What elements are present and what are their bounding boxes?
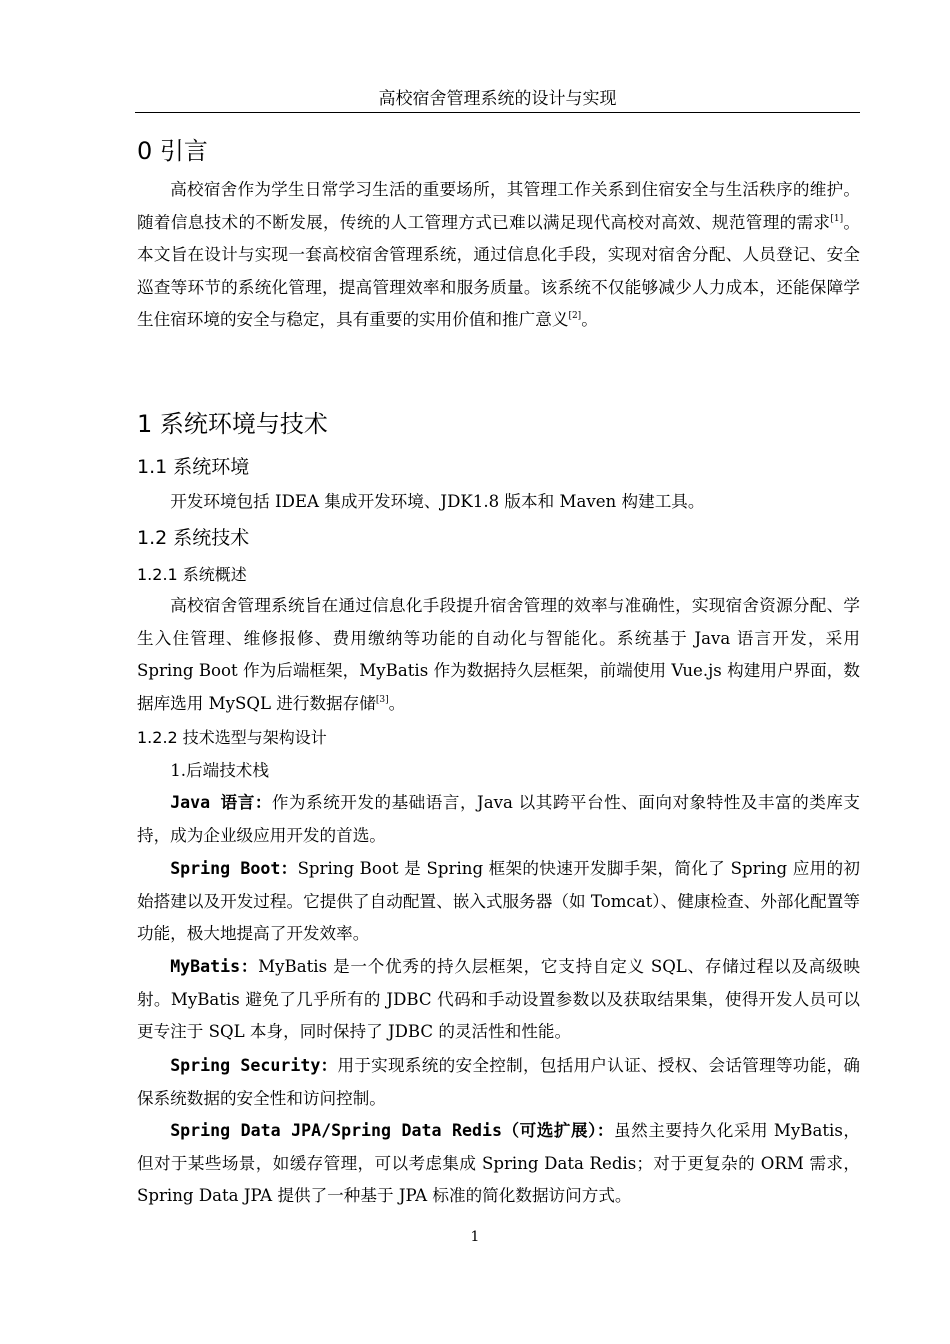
backend-stack-text: 1.后端技术栈	[170, 761, 269, 780]
intro-text-b: 。本文旨在设计与实现一套高校宿舍管理系统，通过信息化手段，实现对宿舍分配、人员登记、安全巡查等环节的系统化管理，提高管理效率和服务质量。该系统不仅能够减少人力成本，还能保障学生住宿环境的安全与稳定，具有重要的实用价值和推广意义	[137, 212, 861, 330]
spring-data-paragraph	[137, 1115, 860, 1213]
citation-1: [1]	[830, 213, 844, 224]
page-number: 1	[470, 1229, 480, 1245]
spring-data-text: 虽然主要持久化采用 MyBatis，但对于某些场景，如缓存管理，可以考虑集成 Spring Data Redis；对于更复杂的 ORM 需求，Spring Data JPA 提供了一种基于 JPA 标准的简化数据访问方式。	[137, 1121, 860, 1206]
running-header-title: 高校宿舍管理系统的设计与实现	[378, 89, 617, 109]
citation-2: [2]	[568, 311, 582, 322]
spring-data-label: Spring Data JPA/Spring Data Redis（可选扩展）：	[170, 1121, 615, 1140]
spring-boot-label: Spring Boot：	[170, 859, 298, 878]
environment-text: 开发环境包括 IDEA 集成开发环境、JDK1.8 版本和 Maven 构建工具。	[170, 492, 705, 511]
overview-text-b: 。	[388, 693, 406, 713]
java-label: Java 语言：	[170, 793, 272, 812]
section-heading-environment-technology: 1 系统环境与技术	[137, 410, 328, 438]
spring-security-text: 用于实现系统的安全控制，包括用户认证、授权、会话管理等功能，确保系统数据的安全性和访问控制。	[137, 1056, 860, 1108]
java-paragraph	[137, 787, 860, 852]
intro-paragraph	[137, 174, 860, 337]
spring-security-label: Spring Security：	[170, 1056, 338, 1075]
intro-text-a: 高校宿舍作为学生日常学习生活的重要场所，其管理工作关系到住宿安全与生活秩序的维护。随着信息技术的不断发展，传统的人工管理方式已难以满足现代高校对高效、规范管理的需求	[137, 180, 860, 232]
spring-boot-text: Spring Boot 是 Spring 框架的快速开发脚手架，简化了 Spring 应用的初始搭建以及开发过程。它提供了自动配置、嵌入式服务器（如 Tomcat）、健康检查、外部化配置等功能，极大地提高了开发效率。	[137, 859, 860, 944]
mybatis-paragraph	[137, 951, 860, 1049]
overview-text-a: 高校宿舍管理系统旨在通过信息化手段提升宿舍管理的效率与准确性，实现宿舍资源分配、学生入住管理、维修报修、费用缴纳等功能的自动化与智能化。系统基于 Java 语言开发，采用 Spring Boot 作为后端框架，MyBatis 作为数据持久层框架，前端使用 Vue.js 构建用户界面，数据库选用 MySQL 进行数据存储	[137, 596, 860, 713]
header-rule	[135, 112, 860, 113]
overview-paragraph	[137, 590, 860, 720]
intro-text-c: 。	[581, 310, 598, 330]
spring-boot-paragraph	[137, 853, 860, 951]
mybatis-text: MyBatis 是一个优秀的持久层框架，它支持自定义 SQL、存储过程以及高级映射。MyBatis 避免了几乎所有的 JDBC 代码和手动设置参数以及获取结果集，使得开发人员可以更专注于 SQL 本身，同时保持了 JDBC 的灵活性和性能。	[137, 957, 861, 1042]
subsubsection-heading-tech-selection: 1.2.2 技术选型与架构设计	[137, 728, 327, 747]
subsection-heading-technology: 1.2 系统技术	[137, 527, 250, 549]
subsection-heading-environment: 1.1 系统环境	[137, 456, 250, 478]
backend-stack-title	[137, 755, 860, 788]
section-heading-intro: 0 引言	[137, 137, 208, 165]
java-text: 作为系统开发的基础语言，Java 以其跨平台性、面向对象特性及丰富的类库支持，成为企业级应用开发的首选。	[137, 793, 860, 845]
mybatis-label: MyBatis：	[170, 957, 259, 976]
environment-paragraph	[137, 486, 860, 519]
spring-security-paragraph	[137, 1050, 860, 1115]
subsubsection-heading-overview: 1.2.1 系统概述	[137, 565, 247, 584]
citation-3: [3]	[375, 694, 389, 705]
